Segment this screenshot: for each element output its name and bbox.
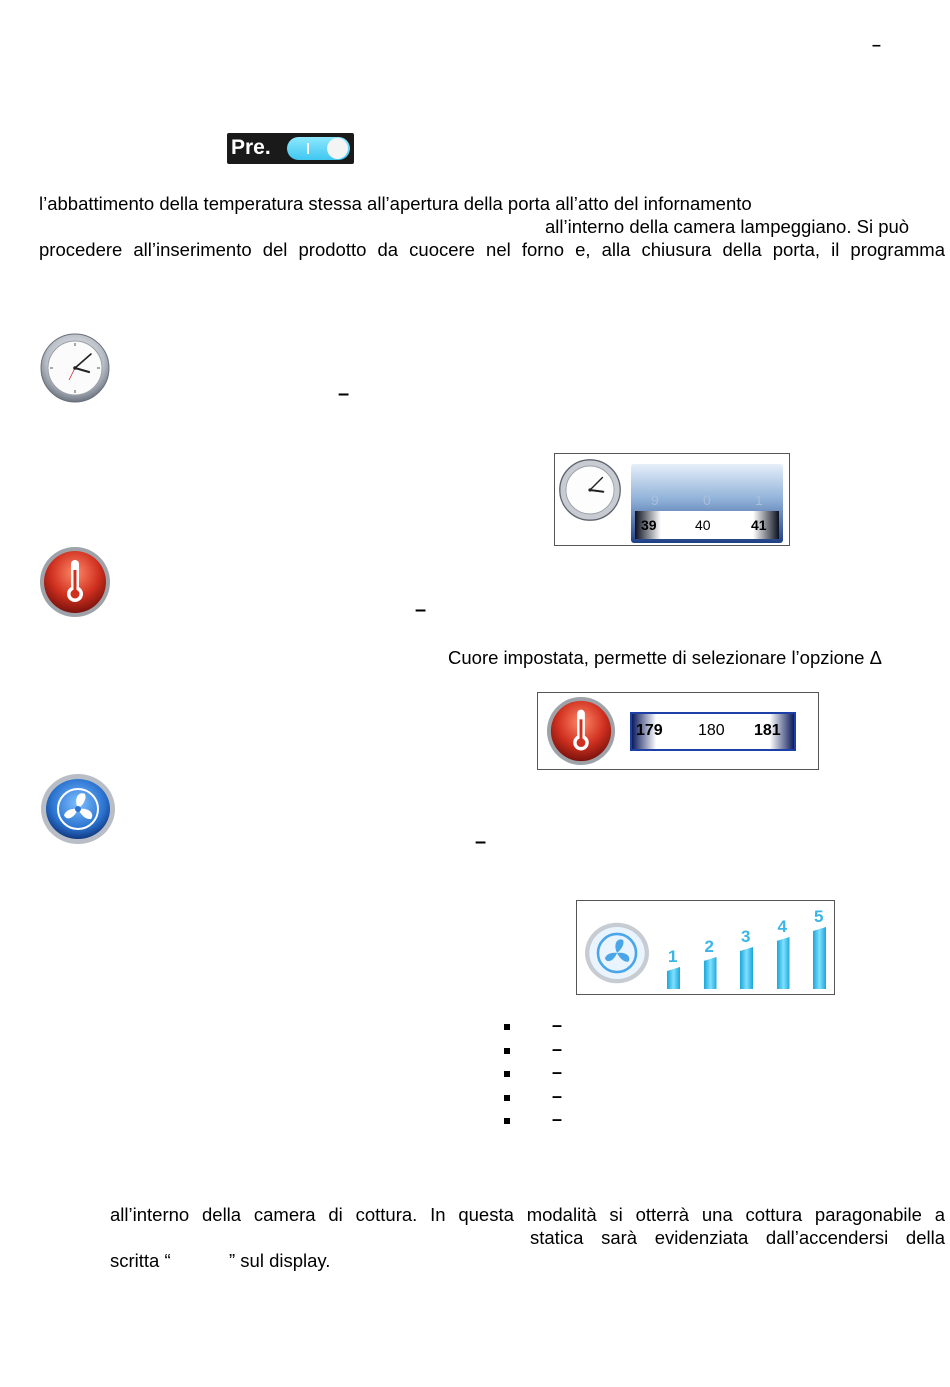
fan-level-bar-2[interactable] xyxy=(704,957,717,989)
fan-level-label-2: 2 xyxy=(704,937,714,956)
fan-icon xyxy=(39,772,117,846)
paragraph2-line3-end: ” sul display. xyxy=(229,1250,331,1271)
paragraph1-line3: procedere all’inserimento del prodotto da cuocere nel forno e, alla chiusura della porta, il programma xyxy=(39,239,945,260)
bullet-dash: – xyxy=(552,1015,563,1035)
bullet-marker xyxy=(504,1118,510,1124)
fan-level-label-1: 1 xyxy=(668,947,678,966)
fan-level-label-4: 4 xyxy=(777,917,787,936)
temperature-counter-panel xyxy=(537,692,819,770)
temperature-dash: – xyxy=(415,599,427,621)
paragraph2-line2: statica sarà evidenziata dall’accendersi della xyxy=(530,1227,945,1248)
counter-value-strip xyxy=(635,511,779,539)
clock-icon xyxy=(39,332,111,404)
fan-level-label-5: 5 xyxy=(814,907,824,926)
thermometer-icon xyxy=(39,546,111,618)
panel-fan-icon xyxy=(583,921,651,985)
bullet-dash: – xyxy=(552,1062,563,1082)
fan-level-bar-5[interactable] xyxy=(813,927,826,989)
counter-current-value: 40 xyxy=(695,517,711,533)
fan-levels-panel xyxy=(576,900,835,995)
top-dash: – xyxy=(872,37,881,54)
bullet-dash: – xyxy=(552,1038,563,1059)
fan-level-bar-1[interactable] xyxy=(667,967,680,989)
counter-ghost-1: 9 xyxy=(651,492,659,508)
panel-thermometer-icon xyxy=(546,696,616,766)
pre-label: Pre. xyxy=(231,136,271,159)
panel-clock-icon xyxy=(558,458,622,522)
bullet-dash: – xyxy=(552,1109,563,1129)
fan-level-bar-4[interactable] xyxy=(777,937,790,989)
clock-counter-panel xyxy=(554,453,790,546)
paragraph2-line3-start: scritta “ xyxy=(110,1250,171,1271)
paragraph1-line1: l’abbattimento della temperatura stessa all’apertura della porta all’atto del infornamento xyxy=(39,193,752,214)
toggle-knob xyxy=(327,138,348,159)
fan-level-label-3: 3 xyxy=(741,927,751,946)
toggle-bar-mark xyxy=(307,143,309,154)
temp-prev-value: 179 xyxy=(636,722,663,739)
bullet-marker xyxy=(504,1024,510,1030)
minutes-counter[interactable] xyxy=(631,464,783,543)
counter-next-value: 41 xyxy=(751,517,767,533)
temp-next-value: 181 xyxy=(754,722,781,739)
counter-prev-value: 39 xyxy=(641,517,657,533)
bullet-marker xyxy=(504,1048,510,1054)
fan-dash: – xyxy=(475,831,487,853)
fan-level-bar-3[interactable] xyxy=(740,947,753,989)
bullet-marker xyxy=(504,1095,510,1101)
clock-dash: – xyxy=(338,383,350,405)
paragraph1-line2: all’interno della camera lampeggiano. Si può xyxy=(545,216,910,237)
counter-ghost-2: 0 xyxy=(703,492,711,508)
bullet-dash: – xyxy=(552,1085,563,1106)
counter-ghost-3: 1 xyxy=(755,492,763,508)
pre-toggle-badge[interactable] xyxy=(227,133,354,164)
temperature-text: Cuore impostata, permette di selezionare l’opzione Δ xyxy=(448,647,882,668)
temp-current-value: 180 xyxy=(698,722,725,739)
paragraph2-line1: all’interno della camera di cottura. In questa modalità si otterrà una cottura paragonabile a xyxy=(110,1204,945,1225)
temperature-counter[interactable] xyxy=(630,712,796,751)
pre-toggle-switch[interactable] xyxy=(287,137,350,160)
bullet-marker xyxy=(504,1071,510,1077)
